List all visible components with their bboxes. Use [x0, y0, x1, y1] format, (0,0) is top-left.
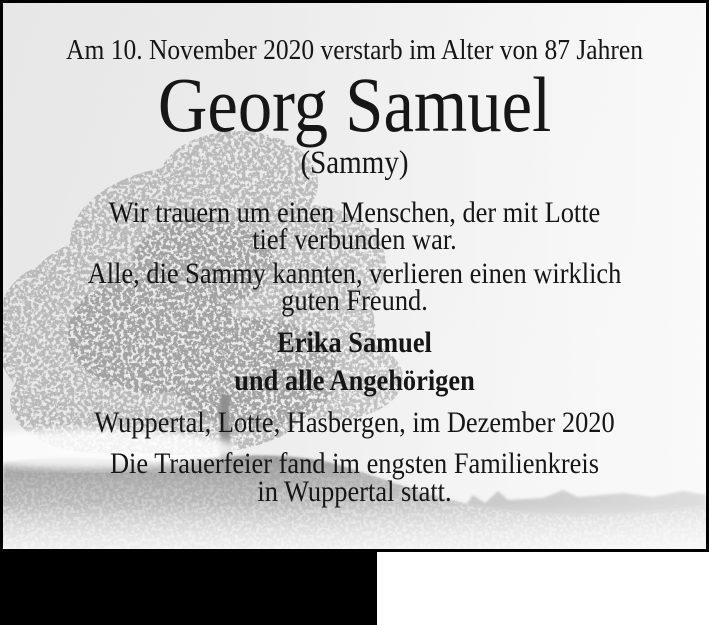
obituary-text [3, 3, 706, 549]
paragraph-line: Wir trauern um einen Menschen, der mit Lotte [108, 196, 601, 229]
redaction-block [0, 549, 377, 625]
mourning-paragraph-1 [45, 196, 664, 256]
mourners-block [45, 324, 664, 400]
funeral-note [45, 447, 664, 508]
paragraph-line: tief verbunden war. [252, 223, 457, 256]
funeral-note-line: in Wuppertal statt. [257, 475, 452, 508]
paragraph-line: Alle, die Sammy kannten, verlieren einen wirklich [87, 257, 622, 290]
places-date-line: Wuppertal, Lotte, Hasbergen, im Dezember 2020 [94, 406, 615, 439]
funeral-note-line: Die Trauerfeier fand im engsten Familienkreis [109, 447, 600, 480]
mourning-paragraph-2 [45, 257, 664, 317]
deceased-nickname: (Sammy) [300, 145, 409, 181]
paragraph-line: guten Freund. [281, 284, 428, 317]
mourner-name: Erika Samuel [277, 326, 432, 359]
intro-line: Am 10. November 2020 verstarb im Alter von 87 Jahren [66, 34, 643, 66]
deceased-name: Georg Samuel [157, 61, 552, 148]
mourner-relatives: und alle Angehörigen [234, 364, 475, 397]
